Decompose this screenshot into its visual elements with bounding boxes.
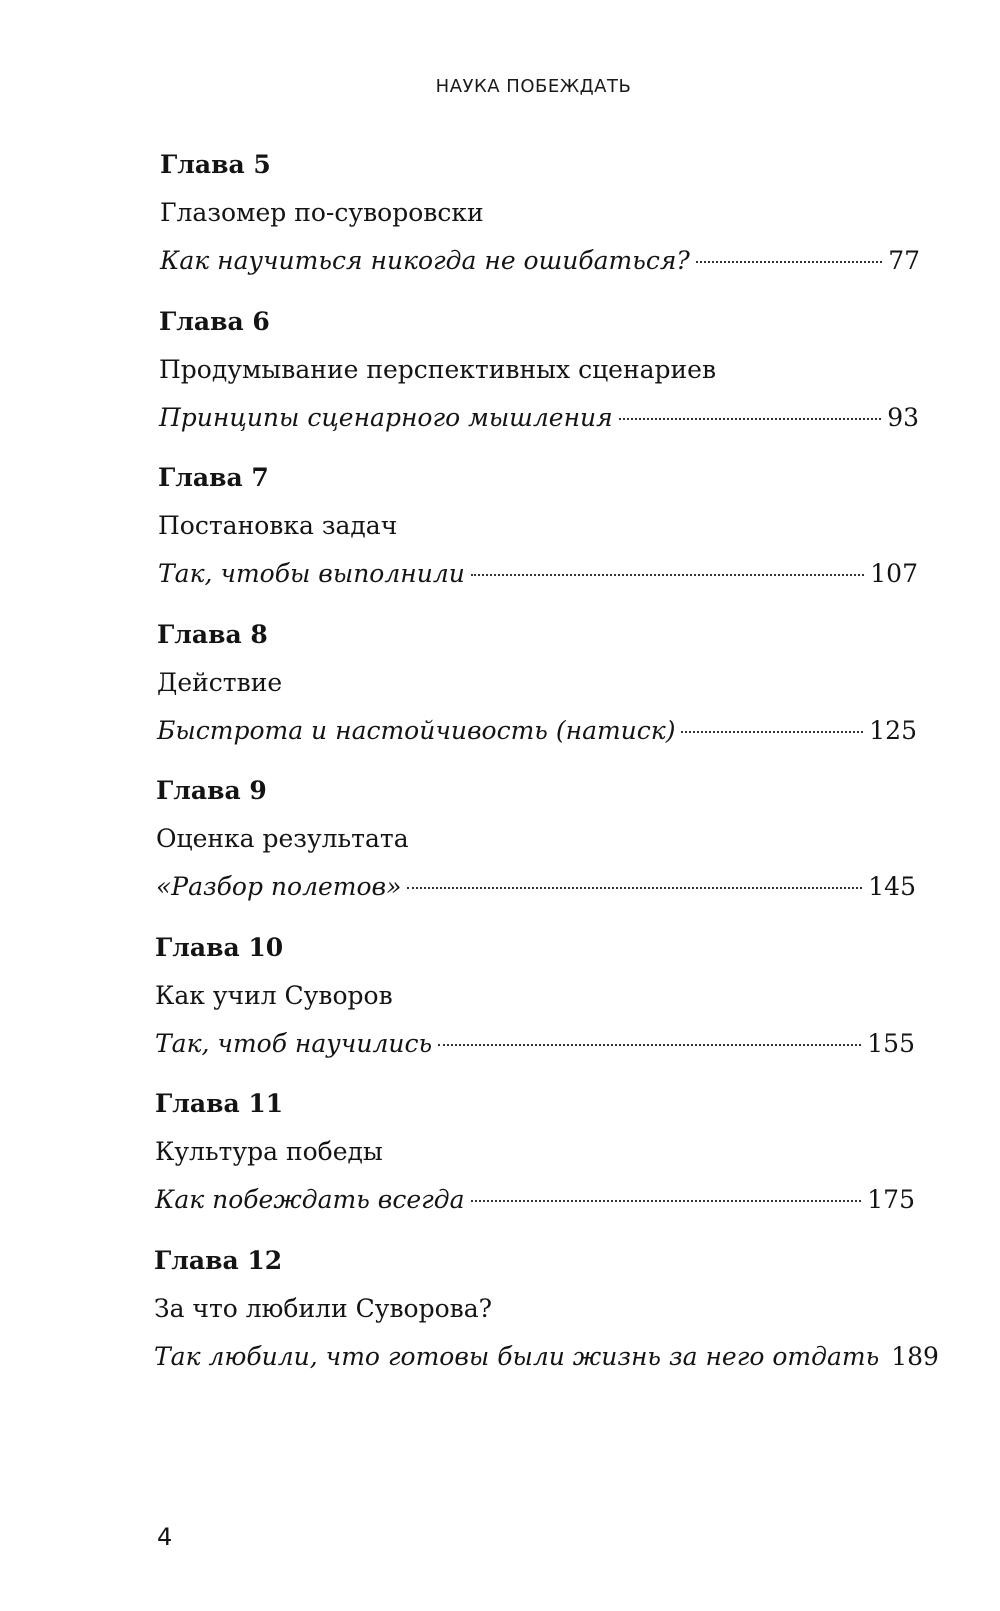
chapter-title: Как учил Суворов	[155, 981, 393, 1010]
chapter-title: За что любили Суворова?	[154, 1294, 493, 1323]
chapter-label: Глава 6	[159, 307, 270, 336]
page-reference: 125	[869, 716, 917, 745]
page-reference: 107	[870, 559, 918, 588]
chapter-label: Глава 10	[155, 933, 284, 962]
dot-leader	[471, 1200, 862, 1202]
toc-entry-chapter-8	[0, 619, 1000, 769]
dot-leader	[619, 418, 881, 420]
toc-line	[156, 871, 916, 903]
chapter-subtitle: «Разбор полетов»	[156, 872, 402, 901]
chapter-subtitle: Как побеждать всегда	[155, 1185, 465, 1214]
page-reference: 155	[867, 1029, 915, 1058]
toc-line	[155, 1028, 915, 1060]
toc-line	[158, 558, 918, 590]
page-reference: 77	[888, 246, 920, 275]
toc-entry-chapter-5	[0, 149, 1000, 299]
page-reference: 175	[867, 1185, 915, 1214]
dot-leader	[438, 1044, 861, 1046]
chapter-subtitle: Так любили, что готовы были жизнь за него отдать	[154, 1342, 880, 1371]
chapter-label: Глава 5	[160, 150, 271, 179]
chapter-label: Глава 12	[154, 1246, 283, 1275]
toc-line	[157, 715, 917, 747]
dot-leader	[407, 887, 862, 889]
toc-line	[160, 245, 920, 277]
toc-line	[154, 1341, 939, 1373]
toc-line	[159, 402, 919, 434]
toc-entry-chapter-10	[0, 932, 1000, 1082]
chapter-label: Глава 9	[156, 776, 267, 805]
chapter-subtitle: Так, чтобы выполнили	[158, 559, 465, 588]
chapter-subtitle: Принципы сценарного мышления	[159, 403, 613, 432]
chapter-title: Культура победы	[155, 1137, 383, 1166]
chapter-title: Постановка задач	[158, 511, 398, 540]
dot-leader	[696, 261, 882, 263]
page-reference: 145	[868, 872, 916, 901]
toc-entry-chapter-7	[0, 462, 1000, 612]
toc-entry-chapter-6	[0, 306, 1000, 456]
running-head: НАУКА ПОБЕЖДАТЬ	[435, 76, 632, 97]
chapter-title: Оценка результата	[156, 824, 409, 853]
chapter-label: Глава 8	[157, 620, 268, 649]
dot-leader	[681, 731, 863, 733]
toc-entry-chapter-11	[0, 1088, 1000, 1238]
page-reference: 93	[887, 403, 919, 432]
page-number: 4	[157, 1523, 173, 1551]
chapter-label: Глава 11	[155, 1089, 284, 1118]
chapter-title: Действие	[157, 668, 283, 697]
dot-leader	[471, 574, 864, 576]
toc-entry-chapter-12	[0, 1245, 1000, 1395]
chapter-label: Глава 7	[158, 463, 269, 492]
page-reference: 189	[891, 1342, 939, 1371]
chapter-title: Глазомер по-суворовски	[160, 198, 484, 227]
chapter-subtitle: Быстрота и настойчивость (натиск)	[157, 716, 676, 745]
chapter-subtitle: Как научиться никогда не ошибаться?	[160, 246, 690, 275]
toc-line	[155, 1184, 915, 1216]
toc-entry-chapter-9	[0, 775, 1000, 925]
chapter-subtitle: Так, чтоб научились	[155, 1029, 433, 1058]
chapter-title: Продумывание перспективных сценариев	[159, 355, 717, 384]
